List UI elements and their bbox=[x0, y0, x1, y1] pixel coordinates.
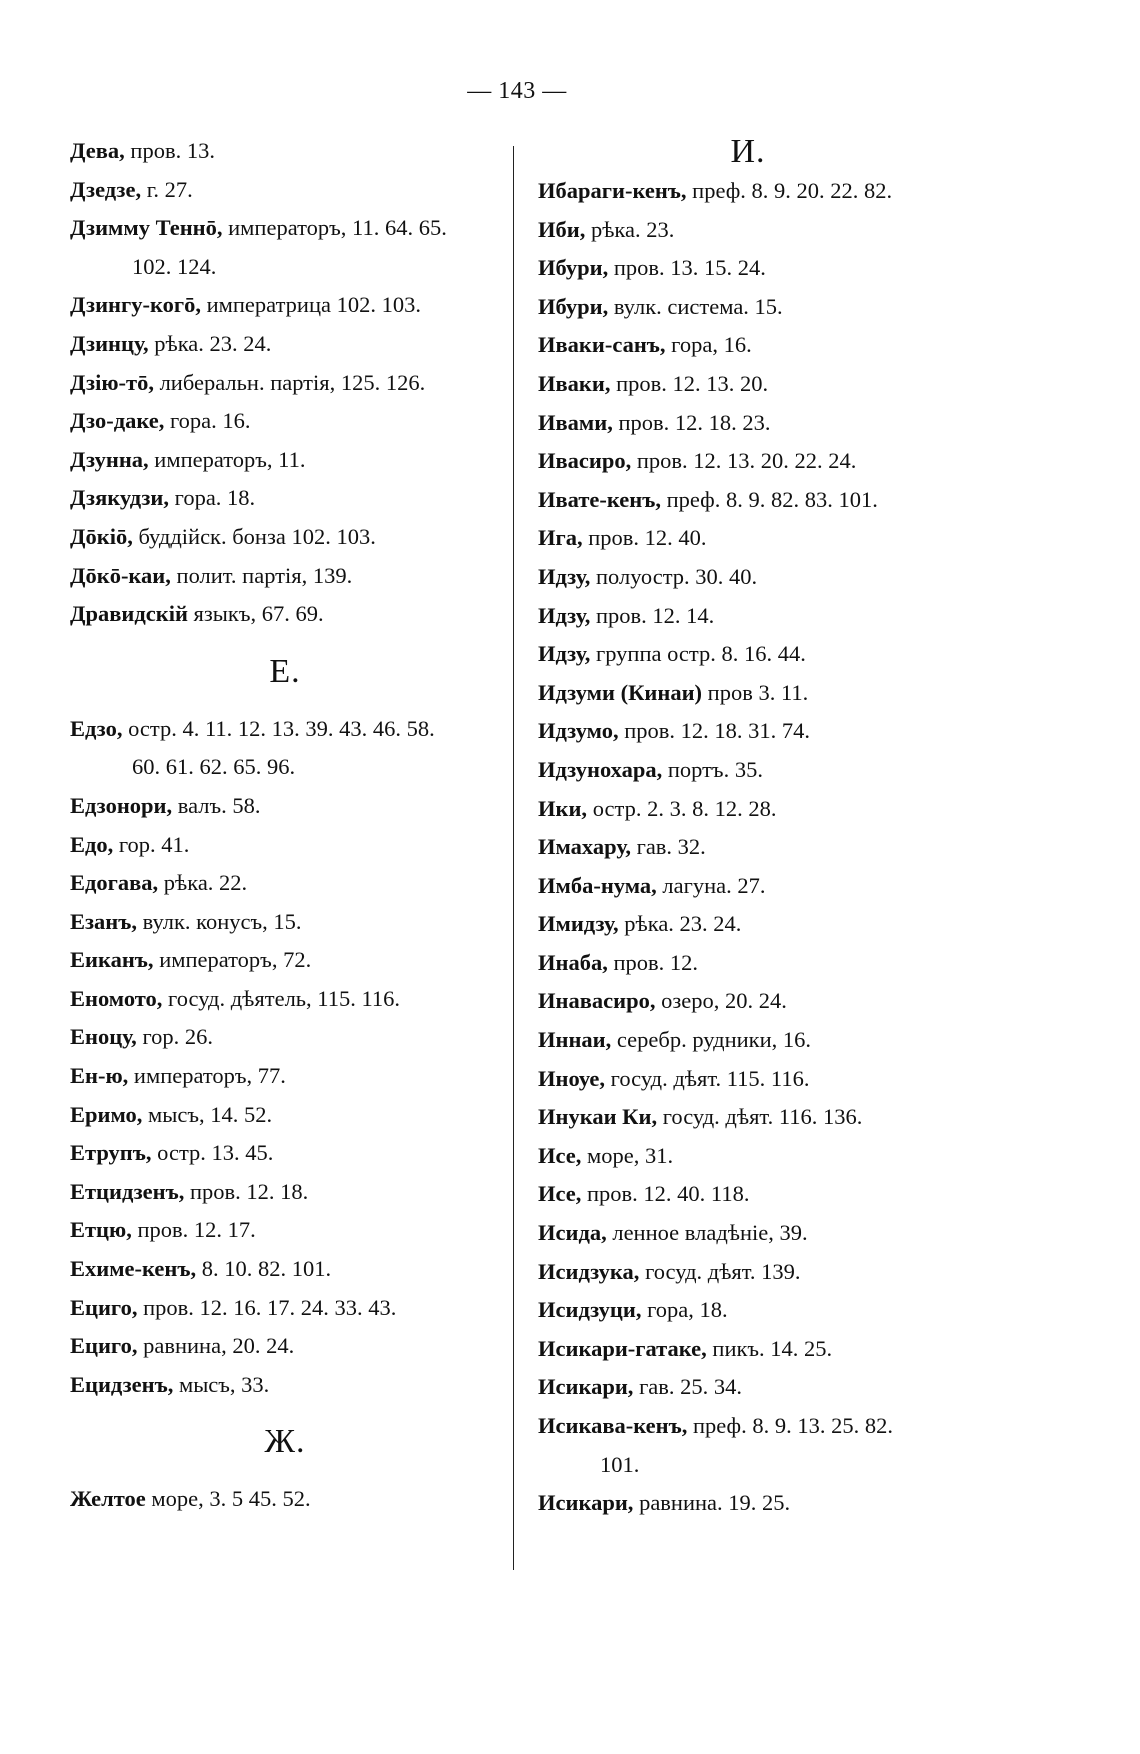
index-entry bbox=[538, 1060, 978, 1099]
index-entry bbox=[70, 518, 500, 557]
entry-references: пров. 13. 15. 24. bbox=[608, 255, 766, 281]
entry-references: пров. 12. 13. 20. bbox=[610, 370, 769, 396]
index-entry bbox=[70, 1211, 500, 1250]
entry-references: рѣка. 23. 24. bbox=[148, 330, 272, 356]
index-entry bbox=[538, 211, 978, 250]
page-number: — 143 — bbox=[467, 78, 567, 104]
index-entry bbox=[538, 172, 978, 211]
entry-references: госуд. дѣятель, 115. 116. bbox=[162, 985, 401, 1011]
entry-name: Исе, bbox=[538, 1181, 582, 1207]
entry-name: Дзунна, bbox=[70, 446, 149, 472]
entry-references: мысъ, 14. 52. bbox=[142, 1101, 273, 1127]
entry-references: гав. 32. bbox=[630, 834, 706, 860]
entry-name: Ибараги-кенъ, bbox=[538, 178, 687, 203]
index-entry bbox=[70, 286, 500, 325]
index-entry bbox=[538, 944, 978, 983]
entry-name: Ибури, bbox=[538, 293, 609, 319]
entry-name: Дōкiō, bbox=[70, 523, 133, 549]
entry-name: Иваки-санъ, bbox=[538, 332, 666, 358]
entry-references: преф. 8. 9. 13. 25. 82. bbox=[687, 1413, 893, 1438]
entry-references: преф. 8. 9. 20. 22. 82. bbox=[686, 178, 893, 203]
entry-name: Дева, bbox=[70, 138, 125, 163]
index-entry bbox=[538, 442, 978, 481]
entry-name: Еномото, bbox=[70, 985, 163, 1011]
entry-references: полит. партія, 139. bbox=[170, 562, 353, 588]
entry-name: Едзо, bbox=[70, 715, 123, 741]
index-entry bbox=[70, 1018, 500, 1057]
index-entry bbox=[70, 402, 500, 441]
entry-references: пикъ. 14. 25. bbox=[706, 1335, 833, 1361]
index-entry bbox=[538, 674, 978, 713]
entry-name: Исидзуци, bbox=[538, 1297, 642, 1323]
index-entry bbox=[70, 557, 500, 596]
index-entry bbox=[70, 171, 500, 210]
section-letter: Ж. bbox=[264, 1423, 306, 1461]
entry-name: Едзонори, bbox=[70, 792, 173, 818]
entry-references: гора. 16. bbox=[164, 408, 251, 434]
entry-name: Ига, bbox=[538, 525, 583, 551]
entry-references: пров. 12. 18. bbox=[184, 1178, 309, 1204]
entry-name: Идзу, bbox=[538, 641, 591, 667]
section-gap bbox=[70, 1462, 500, 1480]
index-entry bbox=[70, 864, 500, 903]
entry-name: Дзо-даке, bbox=[70, 408, 165, 434]
index-entry bbox=[538, 1253, 978, 1292]
index-entry bbox=[538, 249, 978, 288]
index-entry bbox=[538, 1484, 978, 1523]
index-entry bbox=[70, 595, 500, 634]
entry-name: Инукаи Ки, bbox=[538, 1104, 658, 1130]
entry-name: Ибури, bbox=[538, 255, 609, 281]
entry-name: Ециго, bbox=[70, 1294, 138, 1320]
entry-references: пров 3. 11. bbox=[702, 679, 809, 705]
index-entry bbox=[70, 1366, 500, 1405]
entry-references: госуд. дѣят. 115. 116. bbox=[605, 1065, 810, 1091]
entry-references: пров. 12. 14. bbox=[590, 602, 715, 628]
entry-references: императоръ, 77. bbox=[128, 1063, 286, 1089]
index-entry bbox=[538, 1137, 978, 1176]
section-gap bbox=[70, 1404, 500, 1422]
index-entry bbox=[538, 481, 978, 520]
index-entry bbox=[70, 980, 500, 1019]
entry-name: Исикари, bbox=[538, 1490, 634, 1516]
entry-references: императоръ, 11. bbox=[148, 446, 306, 472]
index-entry bbox=[538, 982, 978, 1021]
entry-name: Етцю, bbox=[70, 1217, 132, 1243]
entry-name: Инаба, bbox=[538, 949, 608, 975]
entry-name: Ехиме-кенъ, bbox=[70, 1256, 197, 1282]
entry-references: остр. 4. 11. 12. 13. 39. 43. 46. 58. bbox=[122, 715, 435, 741]
entry-references: языкъ, 67. 69. bbox=[187, 601, 324, 627]
entry-references: г. 27. bbox=[141, 176, 193, 202]
entry-references: группа остр. 8. 16. 44. bbox=[590, 641, 806, 667]
index-entry bbox=[70, 903, 500, 942]
section-letter: И. bbox=[730, 133, 766, 170]
index-entry-continuation bbox=[538, 1446, 978, 1485]
entry-name: Имба-нума, bbox=[538, 872, 657, 898]
entry-name: Дзію-тō, bbox=[70, 369, 154, 395]
entry-name: Ивате-кенъ, bbox=[538, 486, 661, 512]
entry-name: Езанъ, bbox=[70, 908, 138, 934]
entry-references: рѣка. 23. bbox=[585, 216, 675, 242]
entry-references: преф. 8. 9. 82. 83. 101. bbox=[660, 486, 878, 512]
index-entry bbox=[538, 712, 978, 751]
entry-name: Едо, bbox=[70, 831, 114, 857]
entry-name: Ивами, bbox=[538, 409, 613, 435]
index-entry bbox=[538, 1098, 978, 1137]
index-entry bbox=[70, 132, 500, 171]
index-entry bbox=[538, 828, 978, 867]
entry-references: рѣка. 23. 24. bbox=[618, 911, 742, 937]
index-entry bbox=[538, 1214, 978, 1253]
entry-name: Ивасиро, bbox=[538, 448, 632, 474]
entry-references: пров. 12. 18. 31. 74. bbox=[618, 718, 811, 744]
entry-name: Дравидскій bbox=[70, 601, 188, 627]
entry-name: Идзунохара, bbox=[538, 756, 663, 782]
entry-references: пров. 12. 13. 20. 22. 24. bbox=[631, 448, 857, 474]
entry-name: Имахару, bbox=[538, 834, 631, 860]
entry-references: гор. 41. bbox=[113, 831, 190, 857]
entry-references: императрица 102. 103. bbox=[200, 292, 421, 318]
entry-references: 8. 10. 82. 101. bbox=[196, 1256, 332, 1282]
index-entry bbox=[538, 558, 978, 597]
right-column bbox=[538, 132, 978, 1523]
entry-references: ленное владѣніе, 39. bbox=[606, 1220, 808, 1246]
entry-name: Идзуми (Кинаи) bbox=[538, 679, 703, 705]
entry-name: Дзедзе, bbox=[70, 176, 142, 202]
index-entry bbox=[70, 1289, 500, 1328]
entry-name: Инавасиро, bbox=[538, 988, 656, 1014]
entry-references: лагуна. 27. bbox=[656, 872, 766, 898]
entry-name: Етрупъ, bbox=[70, 1140, 152, 1166]
entry-references: вулк. конусъ, 15. bbox=[137, 908, 302, 934]
entry-references: императоръ, 72. bbox=[153, 947, 312, 973]
entry-references: мысъ, 33. bbox=[173, 1371, 270, 1397]
entry-references: пров. 12. 16. 17. 24. 33. 43. bbox=[137, 1294, 397, 1320]
index-entry bbox=[70, 209, 500, 248]
entry-references: валъ. 58. bbox=[172, 792, 261, 818]
index-entry bbox=[538, 1175, 978, 1214]
entry-references: госуд. дѣят. 139. bbox=[639, 1258, 801, 1284]
index-entry-continuation bbox=[70, 748, 500, 787]
entry-references: императоръ, 11. 64. 65. bbox=[222, 215, 447, 241]
entry-references: озеро, 20. 24. bbox=[655, 988, 787, 1014]
entry-name: Исикари-гатаке, bbox=[538, 1335, 707, 1361]
entry-references: пров. 12. 18. 23. bbox=[612, 409, 771, 435]
index-entry bbox=[538, 326, 978, 365]
index-entry bbox=[538, 1291, 978, 1330]
section-letter: Е. bbox=[269, 652, 301, 690]
entry-references: море, 3. 5 45. 52. bbox=[145, 1486, 311, 1512]
entry-references: остр. 13. 45. bbox=[151, 1140, 274, 1166]
entry-name: Исида, bbox=[538, 1220, 607, 1246]
entry-name: Иваки, bbox=[538, 370, 611, 396]
entry-name: Дōкō-каи, bbox=[70, 562, 171, 588]
entry-name: Дзинцу, bbox=[70, 330, 149, 356]
entry-references: рѣка. 22. bbox=[158, 870, 248, 896]
entry-references: серебр. рудники, 16. bbox=[611, 1027, 812, 1053]
entry-name: Исикава-кенъ, bbox=[538, 1413, 688, 1438]
section-gap bbox=[70, 634, 500, 652]
index-entry bbox=[538, 597, 978, 636]
entry-references: либеральн. партія, 125. 126. bbox=[153, 369, 426, 395]
entry-references: полуостр. 30. 40. bbox=[590, 563, 758, 589]
index-entry-continuation bbox=[70, 248, 500, 287]
entry-references: 102. 124. bbox=[132, 253, 217, 279]
entry-references: остр. 2. 3. 8. 12. 28. bbox=[587, 795, 777, 821]
index-entry bbox=[70, 826, 500, 865]
index-entry bbox=[538, 751, 978, 790]
index-entry bbox=[538, 1407, 978, 1446]
index-entry bbox=[70, 1173, 500, 1212]
index-entry bbox=[538, 1330, 978, 1369]
index-entry bbox=[538, 1368, 978, 1407]
entry-name: Дзякудзи, bbox=[70, 485, 170, 511]
entry-references: госуд. дѣят. 116. 136. bbox=[657, 1104, 863, 1130]
entry-references: пров. 12. 17. bbox=[131, 1217, 256, 1243]
entry-name: Идзумо, bbox=[538, 718, 619, 744]
index-entry bbox=[538, 404, 978, 443]
index-entry bbox=[70, 479, 500, 518]
entry-name: Еноцу, bbox=[70, 1024, 137, 1050]
index-entry bbox=[538, 519, 978, 558]
index-entry bbox=[538, 288, 978, 327]
entry-name: Дзингу-когō, bbox=[70, 292, 201, 318]
column-divider bbox=[513, 146, 514, 1570]
index-entry bbox=[70, 1250, 500, 1289]
index-entry bbox=[538, 905, 978, 944]
entry-name: Едогава, bbox=[70, 870, 159, 896]
entry-references: гора, 16. bbox=[665, 332, 752, 358]
entry-name: Ециго, bbox=[70, 1333, 138, 1359]
entry-references: 60. 61. 62. 65. 96. bbox=[132, 754, 296, 780]
index-entry bbox=[70, 1057, 500, 1096]
entry-name: Иннаи, bbox=[538, 1027, 612, 1053]
entry-name: Иби, bbox=[538, 216, 586, 242]
index-entry bbox=[70, 325, 500, 364]
index-entry bbox=[70, 441, 500, 480]
index-entry bbox=[538, 790, 978, 829]
entry-references: 101. bbox=[600, 1451, 640, 1477]
entry-name: Исе, bbox=[538, 1142, 582, 1168]
index-entry bbox=[70, 1134, 500, 1173]
entry-references: море, 31. bbox=[581, 1142, 674, 1168]
entry-references: гор. 26. bbox=[136, 1024, 213, 1050]
index-entry bbox=[538, 365, 978, 404]
entry-references: гора. 18. bbox=[169, 485, 256, 511]
index-entry bbox=[538, 867, 978, 906]
entry-name: Еримо, bbox=[70, 1101, 143, 1127]
entry-references: пров. 13. bbox=[124, 138, 215, 163]
entry-references: равнина, 20. 24. bbox=[137, 1333, 295, 1359]
left-column bbox=[70, 132, 500, 1519]
index-entry bbox=[538, 635, 978, 674]
index-entry bbox=[70, 364, 500, 403]
entry-name: Иноуе, bbox=[538, 1065, 606, 1091]
index-entry bbox=[70, 1096, 500, 1135]
index-entry bbox=[70, 787, 500, 826]
index-entry bbox=[70, 941, 500, 980]
index-entry bbox=[538, 1021, 978, 1060]
entry-references: портъ. 35. bbox=[662, 756, 763, 782]
entry-references: гав. 25. 34. bbox=[633, 1374, 743, 1400]
index-entry bbox=[70, 1327, 500, 1366]
entry-name: Исикари, bbox=[538, 1374, 634, 1400]
entry-name: Имидзу, bbox=[538, 911, 619, 937]
entry-name: Идзу, bbox=[538, 563, 591, 589]
entry-name: Ики, bbox=[538, 795, 588, 821]
entry-name: Ен-ю, bbox=[70, 1063, 129, 1089]
entry-name: Исидзука, bbox=[538, 1258, 640, 1284]
entry-references: вулк. система. 15. bbox=[608, 293, 783, 319]
entry-name: Еиканъ, bbox=[70, 947, 154, 973]
entry-name: Желтое bbox=[70, 1486, 146, 1512]
index-entry bbox=[70, 1480, 500, 1519]
entry-name: Ецидзенъ, bbox=[70, 1371, 174, 1397]
entry-name: Дзимму Теннō, bbox=[70, 215, 223, 241]
index-entry bbox=[70, 710, 500, 749]
entry-references: пров. 12. bbox=[607, 949, 699, 975]
entry-references: равнина. 19. 25. bbox=[633, 1490, 791, 1516]
entry-name: Идзу, bbox=[538, 602, 591, 628]
entry-references: пров. 12. 40. 118. bbox=[581, 1181, 750, 1207]
entry-references: пров. 12. 40. bbox=[582, 525, 707, 551]
entry-references: буддійск. бонза 102. 103. bbox=[132, 523, 376, 549]
section-gap bbox=[70, 692, 500, 710]
entry-name: Етцидзенъ, bbox=[70, 1178, 185, 1204]
entry-references: гора, 18. bbox=[641, 1297, 728, 1323]
